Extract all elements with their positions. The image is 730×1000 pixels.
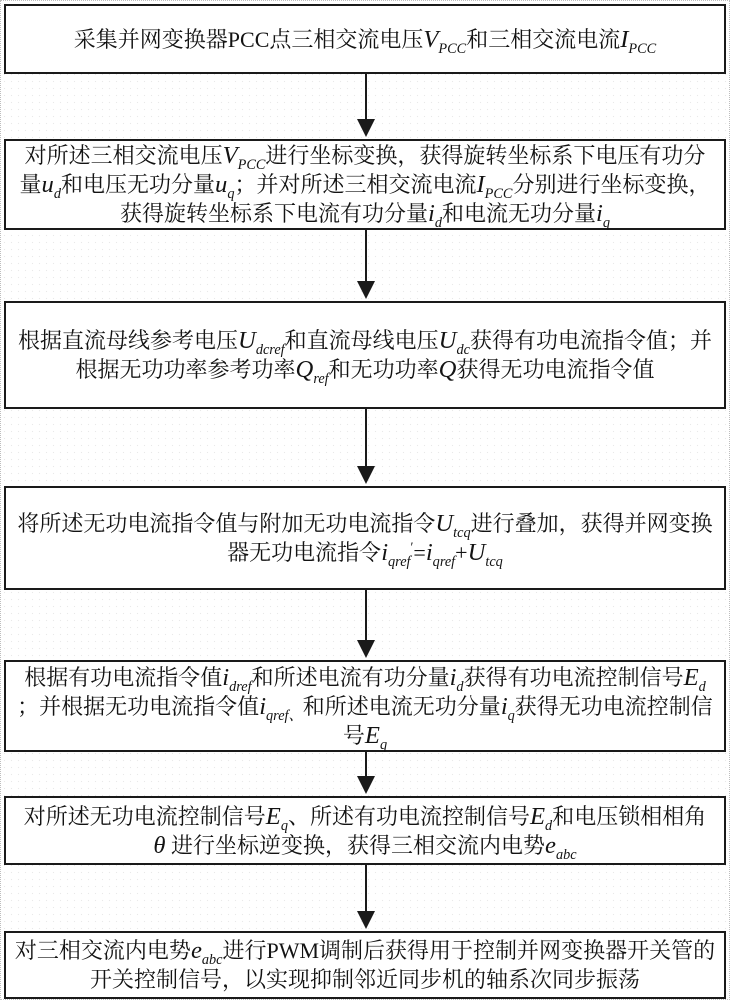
flow-step-1: 采集并网变换器PCC点三相交流电压$V_{PCC}$和三相交流电流$I_{PCC}$ <box>4 4 726 74</box>
down-arrow-5 <box>357 752 375 794</box>
down-arrow-3 <box>357 409 375 484</box>
down-arrow-4 <box>357 590 375 658</box>
down-arrow-1 <box>357 74 375 137</box>
arrowhead-icon <box>357 640 375 658</box>
arrow-shaft <box>365 74 367 121</box>
arrow-shaft <box>365 752 367 778</box>
arrowhead-icon <box>357 119 375 137</box>
flow-step-5: 根据有功电流指令值$i_{dref}$和所述电流有功分量$i_d$获得有功电流控制信号$E_d$ ；并根据无功电流指令值$i_{qref、}$和所述电流无功分量$i_q$获得无功电流控制信 号$E_q$ <box>4 660 726 752</box>
arrow-shaft <box>365 409 367 468</box>
flow-step-3: 根据直流母线参考电压$U_{dcref}$和直流母线电压$U_{dc}$获得有功电流指令值；并 根据无功功率参考功率$Q_{ref}$和无功功率Q获得无功电流指令值 <box>4 301 726 409</box>
arrowhead-icon <box>357 911 375 929</box>
arrowhead-icon <box>357 776 375 794</box>
flow-step-2: 对所述三相交流电压$V_{PCC}$进行坐标变换，获得旋转坐标系下电压有功分 量$u_d$和电压无功分量$u_q$；并对所述三相交流电流$I_{PCC}$分别进行坐标变换， 获得旋转坐标系下电流有功分量$i_d$和电流无功分量$i_q$ <box>4 139 726 230</box>
down-arrow-2 <box>357 230 375 299</box>
arrowhead-icon <box>357 281 375 299</box>
arrow-shaft <box>365 865 367 913</box>
arrowhead-icon <box>357 466 375 484</box>
flow-step-7: 对三相交流内电势$e_{abc}$进行PWM调制后获得用于控制并网变换器开关管的 开关控制信号，以实现抑制邻近同步机的轴系次同步振荡 <box>4 931 726 999</box>
flow-step-6: 对所述无功电流控制信号$E_q$、所述有功电流控制信号$E_d$和电压锁相相角 θ 进行坐标逆变换，获得三相交流内电势$e_{abc}$ <box>4 796 726 865</box>
arrow-shaft <box>365 230 367 283</box>
down-arrow-6 <box>357 865 375 929</box>
arrow-shaft <box>365 590 367 642</box>
flow-step-4: 将所述无功电流指令值与附加无功电流指令$U_{tcq}$进行叠加，获得并网变换 器无功电流指令$i_{qref}'=i_{qref}+U_{tcq}$ <box>4 486 726 590</box>
